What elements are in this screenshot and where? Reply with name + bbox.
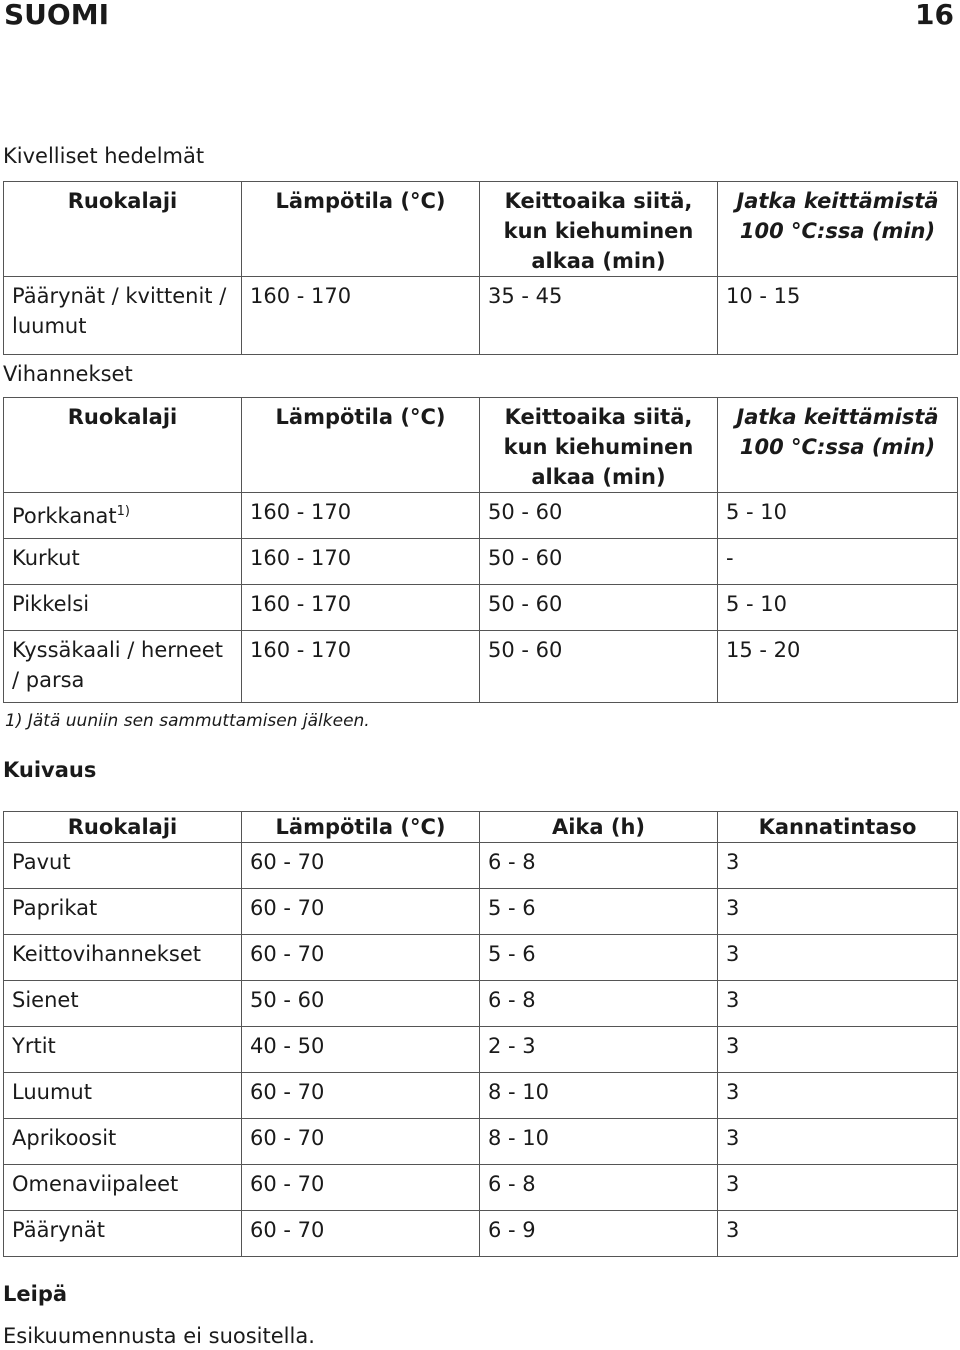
time-cell: 5 - 6 xyxy=(480,935,718,981)
food-cell: Kyssäkaali / herneet / parsa xyxy=(4,631,242,703)
column-header: Lämpötila (°C) xyxy=(242,812,480,843)
continue-cell: 15 - 20 xyxy=(718,631,958,703)
food-cell: Luumut xyxy=(4,1073,242,1119)
column-header: Keittoaika siitä, kun kiehuminen alkaa (min) xyxy=(480,182,718,277)
column-header: Ruokalaji xyxy=(4,812,242,843)
temp-cell: 160 - 170 xyxy=(242,277,480,355)
time-cell: 6 - 8 xyxy=(480,843,718,889)
food-cell: Keittovihannekset xyxy=(4,935,242,981)
drying-table xyxy=(3,811,958,1257)
time-cell: 6 - 8 xyxy=(480,981,718,1027)
section-title-drying: Kuivaus xyxy=(3,758,97,782)
food-cell: Sienet xyxy=(4,981,242,1027)
table-row xyxy=(4,277,958,355)
time-cell: 2 - 3 xyxy=(480,1027,718,1073)
column-header: Aika (h) xyxy=(480,812,718,843)
temp-cell: 160 - 170 xyxy=(242,631,480,703)
column-header: Ruokalaji xyxy=(4,398,242,493)
vegetables-table xyxy=(3,397,958,703)
column-header: Jatka keittämistä 100 °C:ssa (min) xyxy=(718,398,958,493)
table-header-row xyxy=(4,182,958,277)
table-header-row xyxy=(4,812,958,843)
table-row xyxy=(4,493,958,539)
time-cell: 50 - 60 xyxy=(480,539,718,585)
food-cell: Pikkelsi xyxy=(4,585,242,631)
temp-cell: 60 - 70 xyxy=(242,1119,480,1165)
table-row xyxy=(4,1165,958,1211)
level-cell: 3 xyxy=(718,1027,958,1073)
temp-cell: 60 - 70 xyxy=(242,935,480,981)
column-header: Keittoaika siitä, kun kiehuminen alkaa (min) xyxy=(480,398,718,493)
table-row xyxy=(4,1027,958,1073)
table-row xyxy=(4,1073,958,1119)
temp-cell: 60 - 70 xyxy=(242,1073,480,1119)
level-cell: 3 xyxy=(718,1211,958,1257)
continue-cell: 5 - 10 xyxy=(718,585,958,631)
table-row xyxy=(4,843,958,889)
continue-cell: 5 - 10 xyxy=(718,493,958,539)
section-title-vegetables: Vihannekset xyxy=(3,362,133,386)
level-cell: 3 xyxy=(718,1119,958,1165)
temp-cell: 160 - 170 xyxy=(242,539,480,585)
fruits-table xyxy=(3,181,958,355)
level-cell: 3 xyxy=(718,889,958,935)
time-cell: 35 - 45 xyxy=(480,277,718,355)
page-header xyxy=(0,0,960,36)
table-row xyxy=(4,585,958,631)
food-cell: Omenaviipaleet xyxy=(4,1165,242,1211)
temp-cell: 50 - 60 xyxy=(242,981,480,1027)
time-cell: 8 - 10 xyxy=(480,1119,718,1165)
section-title-fruits: Kivelliset hedelmät xyxy=(3,144,205,168)
continue-cell: - xyxy=(718,539,958,585)
level-cell: 3 xyxy=(718,1165,958,1211)
language-label: SUOMI xyxy=(4,0,109,31)
food-cell: Pavut xyxy=(4,843,242,889)
food-cell xyxy=(4,493,242,539)
time-cell: 6 - 9 xyxy=(480,1211,718,1257)
table-row xyxy=(4,1119,958,1165)
food-cell: Paprikat xyxy=(4,889,242,935)
table-row xyxy=(4,1211,958,1257)
bread-note: Esikuumennusta ei suositella. xyxy=(3,1324,315,1348)
level-cell: 3 xyxy=(718,843,958,889)
food-cell: Aprikoosit xyxy=(4,1119,242,1165)
table-row xyxy=(4,539,958,585)
table-row xyxy=(4,935,958,981)
footnote-marker: 1) xyxy=(116,504,130,519)
level-cell: 3 xyxy=(718,935,958,981)
column-header: Kannatintaso xyxy=(718,812,958,843)
time-cell: 50 - 60 xyxy=(480,585,718,631)
table-row xyxy=(4,631,958,703)
table-row xyxy=(4,889,958,935)
food-cell: Päärynät / kvittenit / luumut xyxy=(4,277,242,355)
page-number: 16 xyxy=(915,0,954,31)
food-name: Porkkanat xyxy=(12,504,117,528)
level-cell: 3 xyxy=(718,1073,958,1119)
column-header: Ruokalaji xyxy=(4,182,242,277)
column-header: Jatka keittämistä 100 °C:ssa (min) xyxy=(718,182,958,277)
food-cell: Yrtit xyxy=(4,1027,242,1073)
temp-cell: 60 - 70 xyxy=(242,889,480,935)
time-cell: 50 - 60 xyxy=(480,493,718,539)
temp-cell: 40 - 50 xyxy=(242,1027,480,1073)
temp-cell: 160 - 170 xyxy=(242,585,480,631)
table-header-row xyxy=(4,398,958,493)
time-cell: 5 - 6 xyxy=(480,889,718,935)
time-cell: 6 - 8 xyxy=(480,1165,718,1211)
column-header: Lämpötila (°C) xyxy=(242,398,480,493)
section-title-bread: Leipä xyxy=(3,1282,68,1306)
table-row xyxy=(4,981,958,1027)
footnote: 1) Jätä uuniin sen sammuttamisen jälkeen. xyxy=(5,711,370,731)
continue-cell: 10 - 15 xyxy=(718,277,958,355)
column-header: Lämpötila (°C) xyxy=(242,182,480,277)
level-cell: 3 xyxy=(718,981,958,1027)
food-cell: Kurkut xyxy=(4,539,242,585)
food-cell: Päärynät xyxy=(4,1211,242,1257)
temp-cell: 160 - 170 xyxy=(242,493,480,539)
temp-cell: 60 - 70 xyxy=(242,1165,480,1211)
time-cell: 50 - 60 xyxy=(480,631,718,703)
time-cell: 8 - 10 xyxy=(480,1073,718,1119)
temp-cell: 60 - 70 xyxy=(242,843,480,889)
temp-cell: 60 - 70 xyxy=(242,1211,480,1257)
